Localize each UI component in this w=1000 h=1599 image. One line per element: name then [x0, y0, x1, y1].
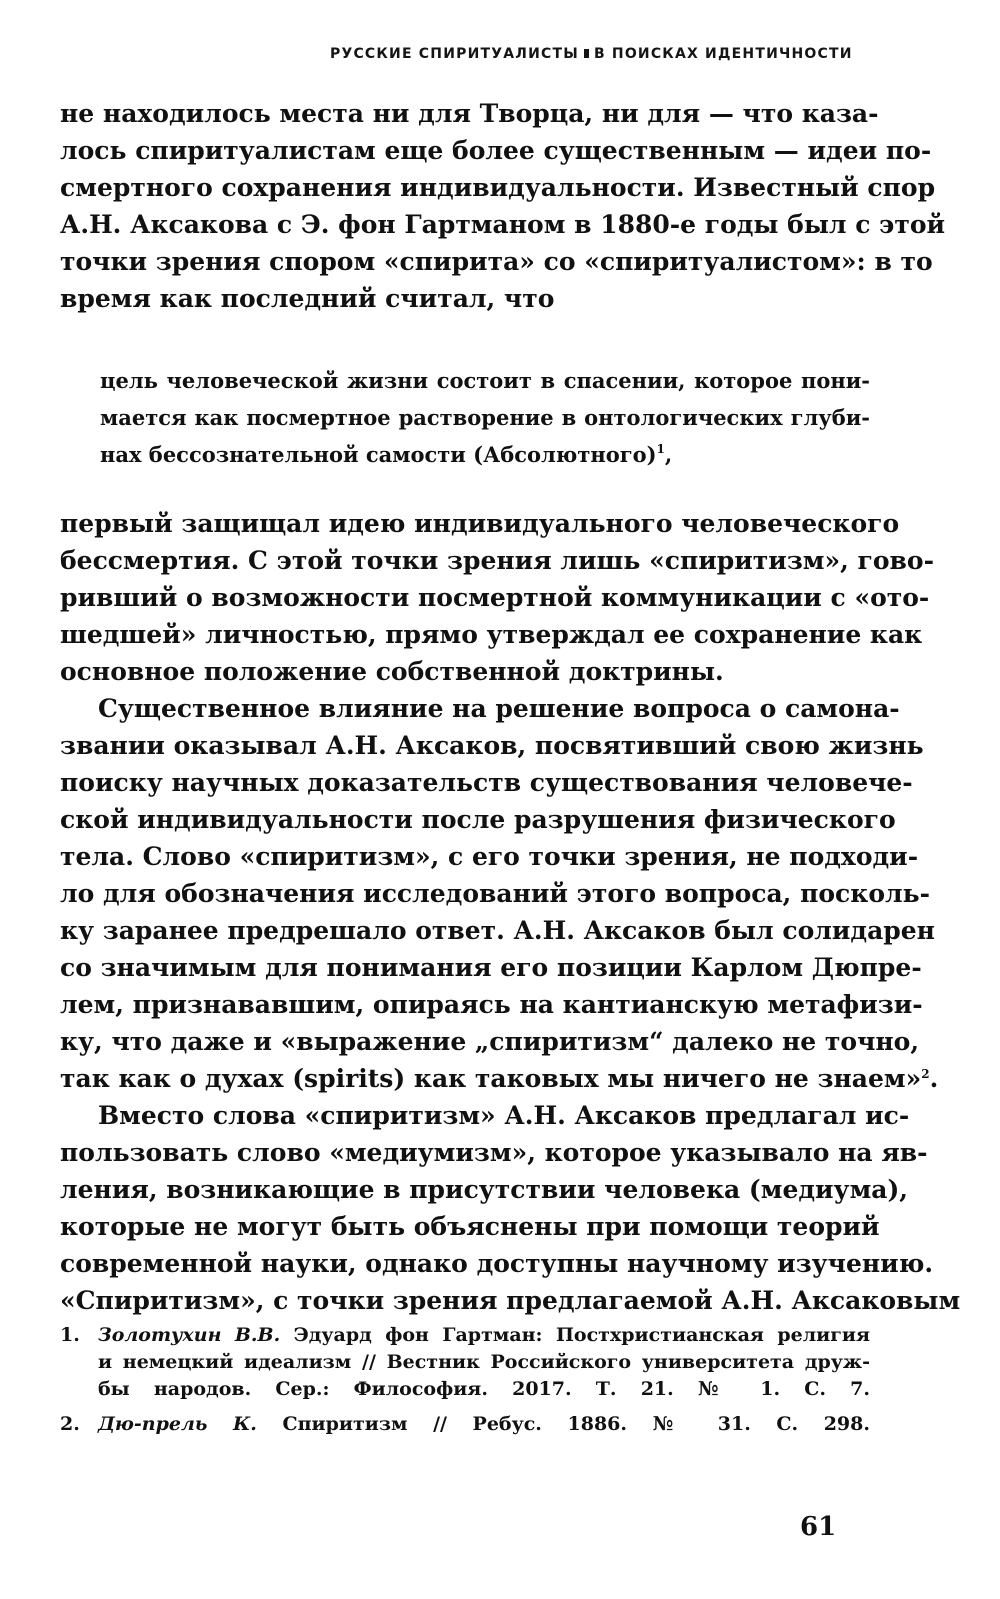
text-line: Вместо слова «спиритизм» А.Н. Аксаков предлагал ис-	[98, 1101, 910, 1130]
footnote-ref-1[interactable]: 1	[656, 442, 665, 456]
text-line-last	[60, 1060, 939, 1097]
text-line: которые не могут быть объяснены при помощи теорий	[60, 1212, 880, 1241]
text-line: основное положение собственной доктрины.	[60, 657, 724, 686]
quote-line: цель человеческой жизни состоит в спасении, которое пони-	[100, 368, 870, 393]
running-head-left: РУССКИЕ СПИРИТУАЛИСТЫ	[330, 46, 579, 62]
text-line: время как последний считал, что	[60, 284, 555, 313]
text-line: смертного сохранения индивидуальности. Известный спор	[60, 173, 936, 202]
quote-tail: ,	[664, 442, 673, 467]
footnote-number: 1.	[60, 1324, 80, 1346]
running-head	[330, 46, 890, 62]
separator-mark	[584, 49, 589, 58]
text-line: тела. Слово «спиритизм», с его точки зрения, не подходи-	[60, 842, 919, 871]
footnote-line: и немецкий идеализм // Вестник Российского университета друж-	[98, 1351, 870, 1373]
footnote-line	[98, 1411, 870, 1438]
text-line: ления, возникающие в присутствии человека (медиума),	[60, 1175, 909, 1204]
footnote-ref-2[interactable]: 2	[921, 1067, 930, 1081]
paragraph-2	[60, 505, 961, 1319]
text-line: лось спиритуалистам еще более существенным — идеи по-	[60, 136, 932, 165]
text-line: ло для обозначения исследований этого вопроса, посколь-	[60, 879, 930, 908]
quote-line-last	[100, 436, 870, 473]
text-line: шедшей» личностью, прямо утверждал ее сохранение как	[60, 620, 923, 649]
quote-text: нах бессознательной самости (Абсолютного)	[100, 442, 657, 467]
text-line: ку, что даже и «выражение „спиритизм“ далеко не точно,	[60, 1027, 920, 1056]
footnote-line: бы народов. Сер.: Философия. 2017. Т. 21. № 1. С. 7.	[98, 1378, 870, 1400]
text-line: ривший о возможности посмертной коммуникации с «ото-	[60, 583, 930, 612]
text-tail: .	[929, 1064, 939, 1093]
paragraph-1	[60, 95, 946, 317]
footnote-text: Эдуард фон Гартман: Постхристианская религия	[293, 1324, 870, 1346]
text-line: первый защищал идею индивидуального человеческого	[60, 509, 900, 538]
text-line: бессмертия. С этой точки зрения лишь «спиритизм», гово-	[60, 546, 934, 575]
block-quote	[100, 362, 870, 473]
page-number: 61	[800, 1512, 837, 1542]
text-line: «Спиритизм», с точки зрения предлагаемой А.Н. Аксаковым	[60, 1286, 961, 1315]
running-head-right: В ПОИСКАХ ИДЕНТИЧНОСТИ	[593, 46, 853, 62]
text-line: точки зрения спором «спирита» со «спиритуалистом»: в то	[60, 247, 933, 276]
text-line: так как о духах (spirits) как таковых мы ничего не знаем»	[60, 1064, 922, 1093]
footnote-author: Дю-прель К.	[98, 1413, 257, 1435]
footnote-1	[60, 1322, 870, 1403]
text-line: со значимым для понимания его позиции Карлом Дюпре-	[60, 953, 922, 982]
text-line: лем, признававшим, опираясь на кантианскую метафизи-	[60, 990, 923, 1019]
footnote-author: Золотухин В.В.	[98, 1324, 281, 1346]
text-line: поиску научных доказательств существования человече-	[60, 768, 913, 797]
footnote-line	[98, 1322, 870, 1349]
text-line: ской индивидуальности после разрушения физического	[60, 805, 896, 834]
text-line: современной науки, однако доступны научному изучению.	[60, 1249, 934, 1278]
text-line: звании оказывал А.Н. Аксаков, посвятивший свою жизнь	[60, 731, 924, 760]
text-line: А.Н. Аксакова с Э. фон Гартманом в 1880-е годы был с этой	[60, 210, 946, 239]
text-line: не находилось места ни для Творца, ни для — что каза-	[60, 99, 879, 128]
footnote-number: 2.	[60, 1413, 80, 1435]
text-line: пользовать слово «медиумизм», которое указывало на яв-	[60, 1138, 928, 1167]
footnotes	[60, 1322, 870, 1446]
footnote-text: Спиритизм // Ребус. 1886. № 31. С. 298.	[282, 1413, 870, 1435]
text-line: ку заранее предрешало ответ. А.Н. Аксаков был солидарен	[60, 916, 935, 945]
text-line: Существенное влияние на решение вопроса о самона-	[98, 694, 900, 723]
footnote-2	[60, 1411, 870, 1438]
quote-line: мается как посмертное растворение в онтологических глуби-	[100, 405, 870, 430]
